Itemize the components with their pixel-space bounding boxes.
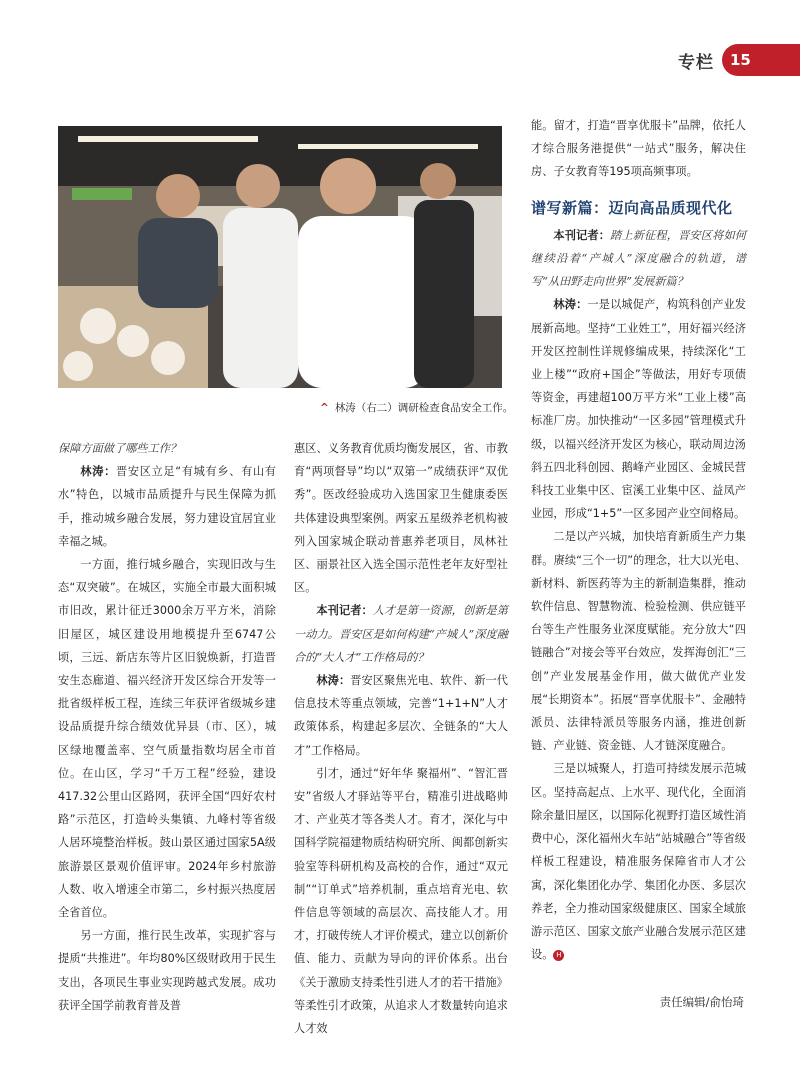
question-text: 保障方面做了哪些工作？ xyxy=(58,442,182,455)
speaker-label: 林涛： xyxy=(316,674,351,688)
body-paragraph: 二是以产兴城，加快培育新质生产力集群。赓续“三个一切”的理念，壮大以光电、新材料、新医药等为主的新制造集群，推动软件信息、智慧物流、检验检测、供应链平台等生产性服务业深度赋能。充分放大“四链融合”对接会等平台效应，发挥海创汇“三创”产业发展基金作用，做大做优产业发展“长期资本”。拓展“晋享优服卡”、金融特派员、法律特派员等服务内涵，推进创新链、产业链、资金链、人才链深度融合。 xyxy=(531,530,746,753)
page-number-tab: 15 xyxy=(722,44,800,76)
paragraph-text: 三是以城聚人，打造可持续发展示范城区。坚持高起点、上水平、现代化，全面消除余量旧屋区，以国际化视野打造区域性消费中心，深化福州火车站“站城融合”等省级样板工程建设，精准服务保障省市人才公寓，深化集团化办学、集团化办医、多层次养老，全力推动国家级健康区、国家全域旅游示范区、国家文旅产业融合发展示范区建设。 xyxy=(531,762,746,962)
page-header xyxy=(678,44,800,76)
answer-paragraph xyxy=(58,460,276,553)
body-paragraph: 另一方面，推行民生改革，实现扩容与提质“共推进”。年均80%区级财政用于民生支出，各项民生事业实现跨越式发展。成功获评全国学前教育普及普 xyxy=(58,929,276,1012)
paragraph-text: 晋安区立足“有城有乡、有山有水”特色，以城市品质提升与民生保障为抓手，推动城乡融合发展，努力建设宜居宜业幸福之城。 xyxy=(58,465,276,548)
question-paragraph xyxy=(294,599,508,669)
paragraph-text: 一是以城促产，构筑科创产业发展新高地。坚持“工业姓工”，用好福兴经济开发区控制性详规修编成果，持续深化“工业上楼”“政府+国企”等做法，用好专项债等资金，再建超100万平方米“工业上楼”高标准厂房。加快推动“一区多园”管理模式升级，以福兴经济开发区为核心，联动周边汤斜五四北科创园、鹅峰产业园区、金城民营科技工业集中区、宦溪工业集中区、益凤产业园，形成“1+5”一区多园产业空间格局。 xyxy=(531,298,746,521)
question-text: 踏上新征程，晋安区将如何继续沿着“产城人”深度融合的轨道，谱写“从田野走向世界”发展新篇？ xyxy=(531,228,746,289)
caret-up-icon: ^ xyxy=(320,402,329,414)
news-photo xyxy=(58,126,502,388)
body-paragraph xyxy=(531,757,746,966)
body-paragraph: 惠区、义务教育优质均衡发展区，省、市教育“两项督导”均以“双第一”成绩获评“双优秀”。医改经验成功入选国家卫生健康委医共体建设典型案例。两家五星级养老机构被列入国家城企联动普惠养老项目，凤林社区、丽景社区入选全国示范性老年友好型社区。 xyxy=(294,442,508,595)
body-paragraph: 能。留才，打造“晋享优服卡”品牌，依托人才综合服务港提供“一站式”服务，解决住房、子女教育等195项高频事项。 xyxy=(531,119,746,179)
photo-illustration xyxy=(58,126,502,388)
body-paragraph: 引才，通过“好年华 聚福州”、“智汇晋安”省级人才驿站等平台，精准引进战略帅才、产业英才等各类人才。育才，深化与中国科学院福建物质结构研究所、闽都创新实验室等科研机构及高校的合作，通过“双元制”“订单式”培养机制，重点培育光电、软件信息等领域的高层次、高技能人才。用才，打破传统人才评价模式，建立以创新价值、能力、贡献为导向的评价体系。出台《关于激励支持柔性引进人才的若干措施》等柔性引才政策，从追求人才数量转向追求人才效 xyxy=(294,766,508,1036)
paragraph-text: 晋安区聚焦光电、软件、新一代信息技术等重点领域，完善“1+1+N”人才政策体系，构建起多层次、全链条的“大人才”工作格局。 xyxy=(294,674,508,757)
column-right xyxy=(531,114,746,966)
question-text: 人才是第一资源，创新是第一动力。晋安区是如何构建“产城人”深度融合的“大人才”工作格局的？ xyxy=(294,604,508,664)
speaker-label: 本刊记者： xyxy=(316,604,373,618)
section-subheading: 谱写新篇：迈向高品质现代化 xyxy=(531,198,733,217)
speaker-label: 林涛： xyxy=(80,465,116,479)
question-paragraph xyxy=(531,224,746,294)
body-paragraph: 一方面，推行城乡融合，实现旧改与生态“双突破”。在城区，实施全市最大面积城市旧改，累计征迁3000余万平方米，消除旧屋区，城区建设用地模提升至6747公顷，三远、新店东等片区旧貌焕新，打造晋安生态廊道、福兴经济开发区综合开发等一批省级样板工程，连续三年获评省级城乡建设品质提升综合绩效优异县（市、区），城区绿地覆盖率、空气质量指数均居全市首位。在山区，学习“千万工程”经验，建设417.32公里山区路网，获评全国“四好农村路”示范区，打造岭头集镇、九峰村等省级人居环境整治样板。鼓山景区通过国家5A级旅游景区景观价值评审。2024年乡村旅游人数、收入增速全市第二，乡村振兴热度居全省首位。 xyxy=(58,558,276,920)
caption-text: 林涛（右二）调研检查食品安全工作。 xyxy=(334,402,514,414)
photo-caption xyxy=(320,400,513,415)
column-middle xyxy=(294,437,508,1040)
answer-paragraph xyxy=(531,293,746,525)
editor-credit: 责任编辑/俞怡琦 xyxy=(659,995,744,1009)
section-label: 专栏 xyxy=(678,52,714,73)
answer-paragraph xyxy=(294,669,508,762)
speaker-label: 林涛： xyxy=(553,298,588,312)
end-mark-icon: H xyxy=(553,950,564,961)
column-left xyxy=(58,437,276,1017)
speaker-label: 本刊记者： xyxy=(553,228,611,242)
